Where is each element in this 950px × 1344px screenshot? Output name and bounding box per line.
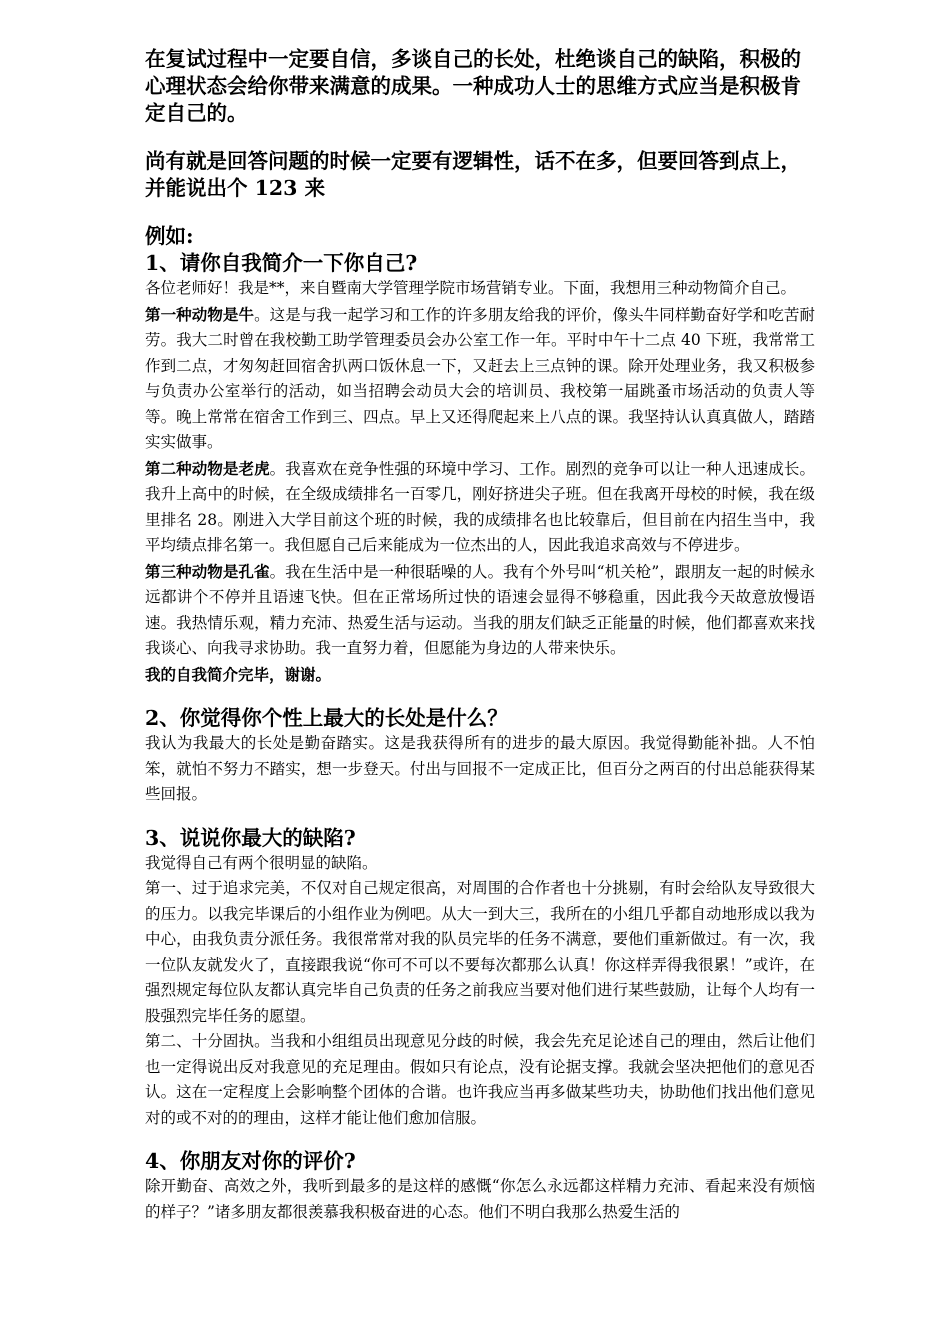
question-3-title: 3、说说你最大的缺陷? <box>145 825 356 850</box>
question-1-opening: 各位老师好！我是**，来自暨南大学管理学院市场营销专业。下面，我想用三种动物简介自己。 <box>145 279 797 297</box>
animal-1-text: 。这是与我一起学习和工作的许多朋友给我的评价，像头牛同样勤奋好学和吃苦耐劳。我大二时曾在我校勤工助学管理委员会办公室工作一年。平时中午十二点 40 下班，我常常工作到二点，才匆匆赶回宿舍扒两口饭休息一下，又赶去上三点钟的课。除开处理业务，我又积极参与负责办公室举行的活动，如当招聘会动员大会的培训员、我校第一届跳蚤市场活动的负责人等等。晚上常常在宿舍工作到三、四点。早上又还得爬起来上八点的课。我坚持认认真真做人，踏踏实实做事。 <box>145 305 815 451</box>
question-2-answer: 我认为我最大的长处是勤奋踏实。这是我获得所有的进步的最大原因。我觉得勤能补拙。人不怕笨，就怕不努力不踏实，想一步登天。付出与回报不一定成正比，但百分之两百的付出总能获得某些回报。 <box>145 734 815 803</box>
question-3-point-2: 第二、十分固执。当我和小组组员出现意见分歧的时候，我会先充足论述自己的理由，然后让他们也一定得说出反对我意见的充足理由。假如只有论点，没有论据支撑。我就会坚决把他们的意见否认。这在一定程度上会影响整个团体的合谐。也许我应当再多做某些功夫，协助他们找出他们意见对的或不对的的理由，这样才能让他们愈加信服。 <box>145 1032 815 1127</box>
question-3-point-1: 第一、过于追求完美，不仅对自己规定很高，对周围的合作者也十分挑剔，有时会给队友导致很大的压力。以我完毕课后的小组作业为例吧。从大一到大三，我所在的小组几乎都自动地形成以我为中心，由我负责分派任务。我很常常对我的队员完毕的任务不满意，要他们重新做过。有一次，我一位队友就发火了，直接跟我说“你可不可以不要每次都那么认真！你这样弄得我很累！”或许，在强烈规定每位队友都认真完毕自己负责的任务之前我应当要对他们进行某些鼓励，让每个人均有一股强烈完毕任务的愿望。 <box>145 879 815 1025</box>
example-label: 例如: <box>145 224 194 248</box>
animal-2-paragraph <box>145 456 815 559</box>
closing-text: 我的自我简介完毕，谢谢。 <box>145 664 332 684</box>
question-3-section <box>145 825 815 1132</box>
question-4-title: 4、你朋友对你的评价? <box>145 1149 356 1173</box>
question-1-title: 1、请你自我简介一下你自己? <box>145 251 418 275</box>
animal-3-paragraph <box>145 559 815 662</box>
question-1-section <box>145 250 815 688</box>
question-2-section <box>145 705 815 808</box>
animal-3-label: 第三种动物是孔雀 <box>145 561 270 581</box>
question-2-title: 2、你觉得你个性上最大的长处是什么？ <box>145 706 508 730</box>
document-body <box>145 46 815 1225</box>
question-3-intro: 我觉得自己有两个很明显的缺陷。 <box>145 853 378 872</box>
intro-paragraph-2: 尚有就是回答问题的时候一定要有逻辑性，话不在多，但要回答到点上，并能说出个 123 来 <box>145 149 801 200</box>
question-4-answer: 除开勤奋、高效之外，我听到最多的是这样的感慨“你怎么永远都这样精力充沛、看起来没有烦恼的样子？”诸多朋友都很羡慕我积极奋进的心态。他们不明白我那么热爱生活的 <box>145 1177 815 1221</box>
animal-1-paragraph <box>145 302 815 456</box>
animal-2-label: 第二种动物是老虎 <box>145 458 270 478</box>
animal-1-label: 第一种动物是牛 <box>145 304 255 324</box>
animal-3-text: 。我在生活中是一种很聒噪的人。我有个外号叫“机关枪”，跟朋友一起的时候永远都讲个不停并且语速飞快。但在正常场所过快的语速会显得不够稳重，因此我今天故意放慢语速。我热情乐观，精力充沛、热爱生活与运动。当我的朋友们缺乏正能量的时候，他们都喜欢来找我谈心、向我寻求协助。我一直努力着，但愿能为身边的人带来快乐。 <box>145 562 815 657</box>
question-4-section <box>145 1148 815 1225</box>
intro-paragraph-1: 在复试过程中一定要自信，多谈自己的长处，杜绝谈自己的缺陷，积极的心理状态会给你带来满意的成果。一种成功人士的思维方式应当是积极肯定自己的。 <box>145 47 801 125</box>
animal-2-text: 。我喜欢在竞争性强的环境中学习、工作。剧烈的竞争可以让一种人迅速成长。我升上高中的时候，在全级成绩排名一百零几，刚好挤进尖子班。但在我离开母校的时候，我在级里排名 28。刚进入大学目前这个班的时候，我的成绩排名也比较靠后，但目前在内招生当中，我平均绩点排名第一。我但愿自己后来能成为一位杰出的人，因此我追求高效与不停进步。 <box>145 459 815 554</box>
question-1-closing <box>145 662 815 689</box>
